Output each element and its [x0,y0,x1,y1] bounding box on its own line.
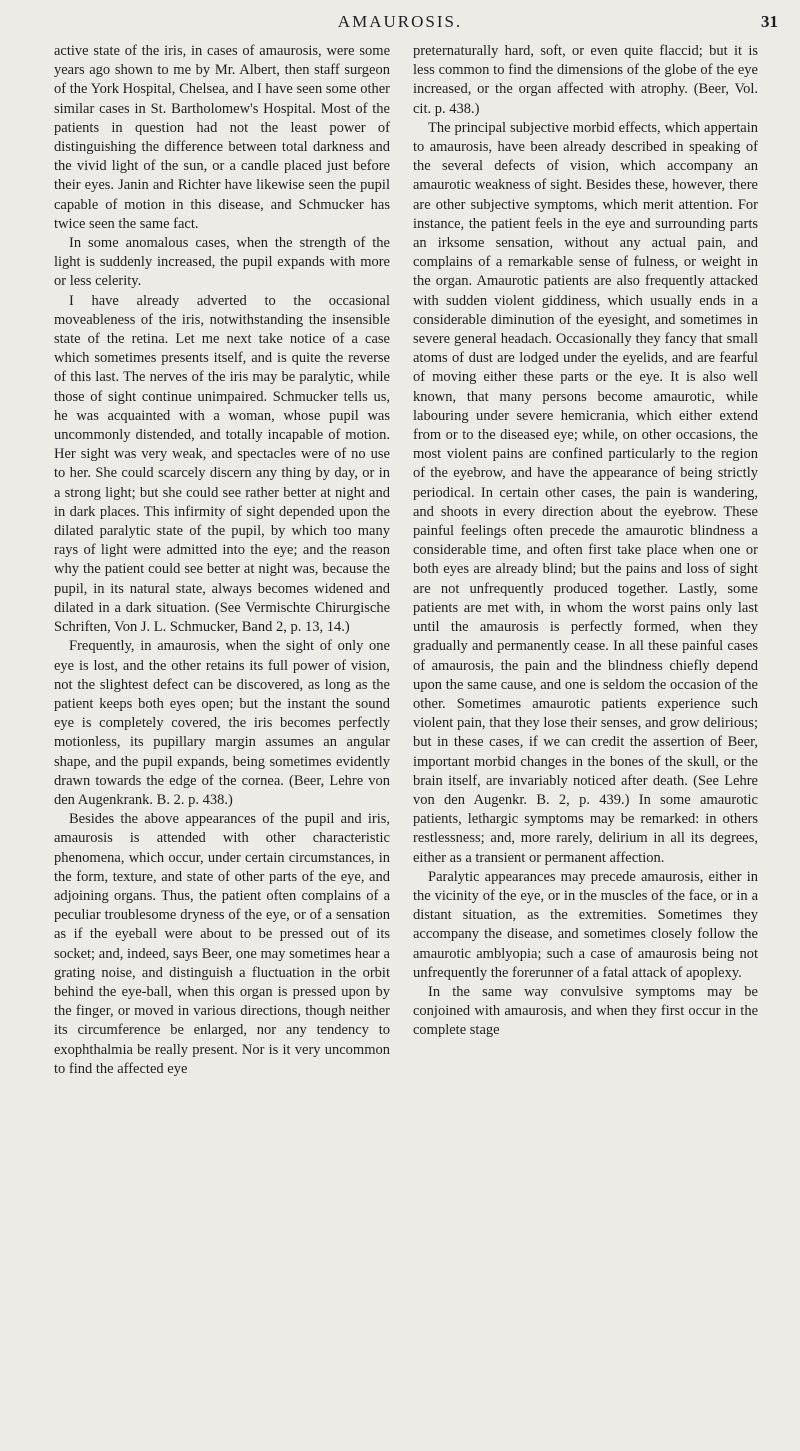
paragraph: preternaturally hard, soft, or even quite flaccid; but it is less common to find the dimensions of the globe of the eye increased, or the organ affected with atrophy. (Beer, Vol. cit. p. 438.) [413,43,758,117]
paragraph: The principal subjective morbid effects, which appertain to amaurosis, have been already described in speaking of the several defects of vision, which accompany an amaurotic weakness of sight. Besides these, however, there are other subjective symptoms, which merit attention. For instance, the patient feels in the eye and surrounding parts an irksome sensation, without any actual pain, and complains of a remarkable sense of fulness, or weight in the organ. Amaurotic patients are also frequently attacked with sudden violent giddiness, which usually ends in a considerable diminution of the eyesight, and sometimes in severe general headach. Occasionally they fancy that small atoms of dust are lodged under the eyelids, and are fearful of moving either these parts or the eye. It is also well known, that many persons become amaurotic, while labouring under severe hemicrania, which either extend from or to the diseased eye; while, on other occasions, the most violent pains are confined particularly to the region of the eyebrow, and have the appearance of being strictly periodical. In certain other cases, the pain is wandering, and shoots in every direction about the eyebrow. These painful feelings often precede the amaurotic blindness a considerable time, and often first take place when one or both eyes are already blind; but the pains and loss of sight are not unfrequently produced together. Lastly, some patients are met with, in whom the worst pains only last until the amaurosis is perfectly formed, when they gradually and permanently cease. In all these painful cases of amaurosis, the pain and the blindness chiefly depend upon the same cause, and one is seldom the occasion of the other. Sometimes amaurotic patients experience such violent pain, that they lose their senses, and grow delirious; but in these cases, if we can credit the assertion of Beer, important morbid changes in the bones of the skull, or the brain itself, are invariably noticed after death. (See Lehre von den Augenkr. B. 2, p. 439.) In some amaurotic patients, lethargic symptoms may be remarked: in others restlessness; and, more rarely, delirium in all its degrees, either as a transient or permanent affection. [413,119,758,866]
paragraph: Besides the above appearances of the pupil and iris, amaurosis is attended with other characteristic phenomena, which occur, under certain circumstances, in the form, texture, and state of other parts of the eye, and adjoining organs. Thus, the patient often complains of a peculiar troublesome dryness of the eye, or of a sensation as if the eyeball were about to be pressed out of its socket; and, indeed, says Beer, one may sometimes hear a grating noise, and distinguish a fluctuation in the orbit behind the eye-ball, when this organ is pressed upon by the finger, or moved in various directions, though neither its circumference be enlarged, nor any tendency to exophthalmia be really present. Nor is it very uncommon to find the affected eye [54,811,390,1077]
right-column [413,42,758,1442]
paragraph: Paralytic appearances may precede amaurosis, either in the vicinity of the eye, or in the muscles of the face, or in a distant situation, as the extremities. Sometimes they accompany the disease, and sometimes closely follow the amaurotic amblyopia; such a case of amaurosis being not unfrequently the forerunner of a fatal attack of apoplexy. [413,868,758,981]
running-title: AMAUROSIS. [337,12,463,31]
paragraph: Frequently, in amaurosis, when the sight of only one eye is lost, and the other retains its full power of vision, not the slightest defect can be discovered, as long as the patient keeps both eyes open; but the instant the sound eye is completely covered, the iris becomes perfectly motionless, its pupillary margin assumes an angular shape, and the pupil expands, being sometimes evidently drawn towards the edge of the cornea. (Beer, Lehre von den Augenkrank. B. 2. p. 438.) [54,638,390,808]
left-column [54,42,390,1442]
paragraph: active state of the iris, in cases of amaurosis, were some years ago shown to me by Mr. Albert, then staff surgeon of the York Hospital, Chelsea, and I have seen some other similar cases in St. Bartholomew's Hospital. Most of the patients in question had not the least power of distinguishing the difference between total darkness and the vivid light of the sun, or a candle placed just before their eyes. Janin and Richter have likewise seen the pupil capable of motion in this disease, and Schmucker has twice seen the same fact. [54,43,390,232]
page-number: 31 [761,12,778,31]
paragraph: I have already adverted to the occasional moveableness of the iris, notwithstanding the insensible state of the retina. Let me next take notice of a case which sometimes presents itself, and is quite the reverse of this last. The nerves of the iris may be paralytic, while those of sight continue unimpaired. Schmucker tells us, he was acquainted with a woman, whose pupil was uncommonly distended, and totally incapable of motion. Her sight was very weak, and spectacles were of no use to her. She could scarcely discern any thing by day, or in a strong light; but she could see rather better at night and in dark places. This infirmity of sight depended upon the dilated paralytic state of the pupil, by which too many rays of light were admitted into the eye; and the reason why the patient could see better at night was, because the pupil, in its natural state, always becomes widened and dilated in a dark situation. (See Vermischte Chirurgische Schriften, Von J. L. Schmucker, Band 2, p. 13, 14.) [54,292,390,636]
running-head [0,8,800,38]
paragraph: In some anomalous cases, when the strength of the light is suddenly increased, the pupil expands with more or less celerity. [54,235,390,290]
paragraph: In the same way convulsive symptoms may be conjoined with amaurosis, and when they first occur in the complete stage [413,983,758,1039]
